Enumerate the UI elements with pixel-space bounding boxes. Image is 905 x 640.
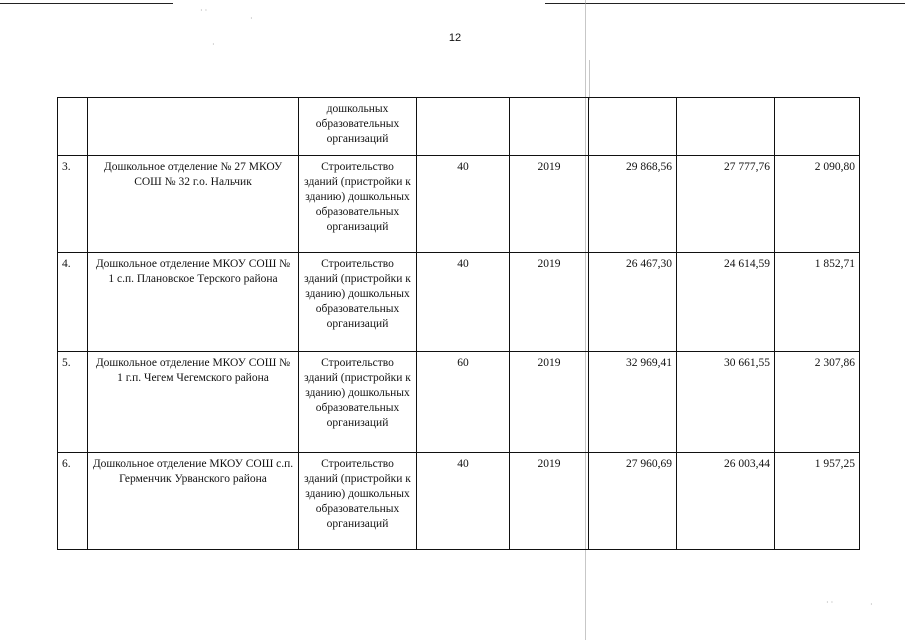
table-row: [58, 352, 860, 453]
cell-work-type: Строительство зданий (пристройки к зданию) дошкольных образовательных организаций: [299, 253, 417, 352]
data-table: [57, 97, 860, 550]
top-rule-right: [545, 3, 905, 4]
cell-regional: [775, 98, 860, 156]
cell-capacity: 60: [417, 352, 510, 453]
scan-line: [589, 60, 590, 100]
cell-total: [589, 98, 677, 156]
cell-federal: 26 003,44: [677, 453, 775, 550]
cell-num: 6.: [58, 453, 88, 550]
cell-regional: 2 090,80: [775, 156, 860, 253]
table-row: [58, 156, 860, 253]
cell-year: [510, 98, 589, 156]
cell-year: 2019: [510, 156, 589, 253]
scan-speck: · ·: [200, 6, 208, 15]
top-rule-left: [0, 3, 173, 4]
cell-total: 29 868,56: [589, 156, 677, 253]
table-row: [58, 453, 860, 550]
cell-name: [88, 98, 299, 156]
cell-capacity: [417, 98, 510, 156]
cell-regional: 1 957,25: [775, 453, 860, 550]
cell-capacity: 40: [417, 156, 510, 253]
scan-speck: ·: [250, 14, 253, 23]
table-row-continuation: [58, 98, 860, 156]
cell-total: 32 969,41: [589, 352, 677, 453]
cell-name: Дошкольное отделение № 27 МКОУ СОШ № 32 г.о. Нальчик: [88, 156, 299, 253]
cell-num: 5.: [58, 352, 88, 453]
cell-work-type: Строительство зданий (пристройки к зданию) дошкольных образовательных организаций: [299, 156, 417, 253]
page-number: 12: [448, 32, 462, 44]
cell-num: 4.: [58, 253, 88, 352]
cell-federal: 30 661,55: [677, 352, 775, 453]
cell-work-type: дошкольных образовательных организаций: [299, 98, 417, 156]
scan-speck: ·: [870, 600, 873, 609]
cell-year: 2019: [510, 352, 589, 453]
cell-regional: 1 852,71: [775, 253, 860, 352]
cell-regional: 2 307,86: [775, 352, 860, 453]
table-row: [58, 253, 860, 352]
cell-num: [58, 98, 88, 156]
cell-total: 27 960,69: [589, 453, 677, 550]
scan-speck: · ·: [826, 598, 834, 607]
cell-capacity: 40: [417, 453, 510, 550]
cell-name: Дошкольное отделение МКОУ СОШ с.п. Герменчик Урванского района: [88, 453, 299, 550]
cell-num: 3.: [58, 156, 88, 253]
cell-work-type: Строительство зданий (пристройки к зданию) дошкольных образовательных организаций: [299, 453, 417, 550]
cell-year: 2019: [510, 453, 589, 550]
cell-work-type: Строительство зданий (пристройки к зданию) дошкольных образовательных организаций: [299, 352, 417, 453]
cell-federal: 27 777,76: [677, 156, 775, 253]
cell-year: 2019: [510, 253, 589, 352]
cell-total: 26 467,30: [589, 253, 677, 352]
cell-federal: 24 614,59: [677, 253, 775, 352]
cell-name: Дошкольное отделение МКОУ СОШ № 1 с.п. Плановское Терского района: [88, 253, 299, 352]
scan-speck: ·: [212, 40, 215, 49]
cell-federal: [677, 98, 775, 156]
cell-name: Дошкольное отделение МКОУ СОШ № 1 г.п. Чегем Чегемского района: [88, 352, 299, 453]
cell-capacity: 40: [417, 253, 510, 352]
